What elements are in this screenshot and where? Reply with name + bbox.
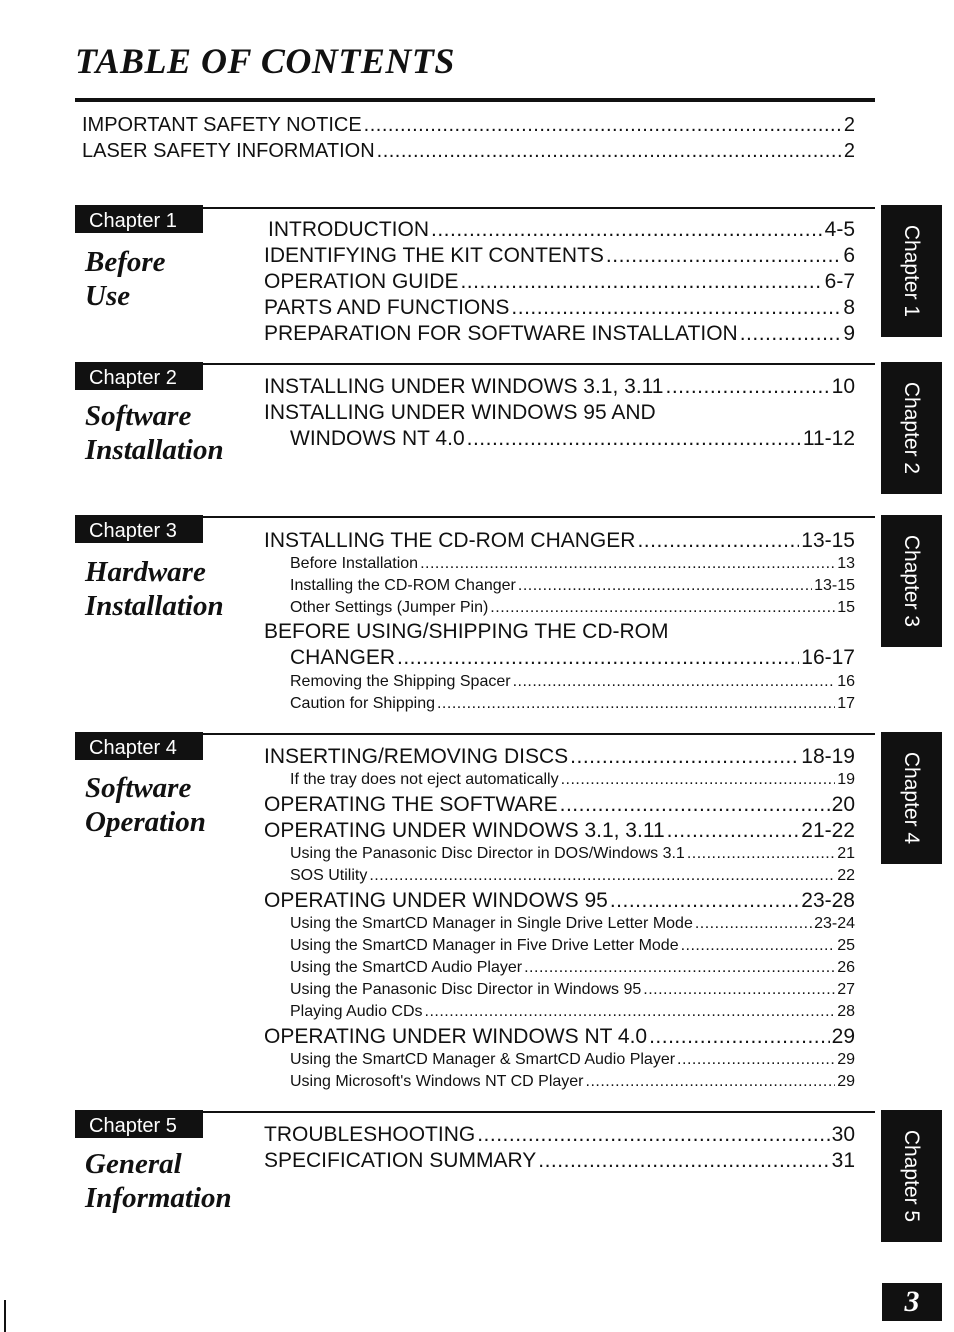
leader-dots [610,889,799,913]
chapter-badge: Chapter 5 [75,1110,203,1138]
chapter-title: General Information [85,1148,232,1214]
toc-entry-page: 2 [843,140,855,162]
leader-dots [570,745,799,769]
leader-dots [677,1051,835,1069]
section-rule [75,207,875,209]
toc-entry-text: Other Settings (Jumper Pin) [290,599,489,616]
toc-entry-page: 6-7 [824,270,855,293]
toc-entry[interactable] [264,745,855,771]
toc-entry[interactable] [290,646,855,672]
toc-entry-text: Using the SmartCD Manager in Single Drive Letter Mode [290,915,693,932]
chapter-title: Hardware Installation [85,556,224,622]
toc-entry-text: Caution for Shipping [290,695,435,712]
leader-dots [524,959,835,977]
toc-entry-text: Playing Audio CDs [290,1003,423,1020]
toc-entry-page: 31 [831,1149,855,1172]
toc-entry-page: 29 [837,1073,855,1090]
margin-mark [4,1300,6,1332]
toc-entry-page: 16-17 [801,646,855,669]
toc-entry[interactable] [290,427,855,453]
chapter-title: Software Installation [85,400,224,466]
leader-dots [649,1025,830,1049]
toc-entry-text: BEFORE USING/SHIPPING THE CD-ROM [264,620,669,643]
toc-entry-page: 9 [843,322,855,345]
chapter-badge: Chapter 2 [75,362,203,390]
toc-subentry[interactable] [290,1051,855,1072]
leader-dots [437,695,835,713]
toc-entry-page: 30 [831,1123,855,1146]
toc-entry-page: 13 [837,555,855,572]
toc-entry-text: IMPORTANT SAFETY NOTICE [82,114,362,136]
page-number: 3 [882,1283,942,1321]
toc-entry-text: Using the Panasonic Disc Director in DOS/Windows 3.1 [290,845,685,862]
leader-dots [606,244,841,268]
page-title: TABLE OF CONTENTS [75,41,455,81]
toc-entry-text: PARTS AND FUNCTIONS [264,296,510,319]
leader-dots [364,114,842,137]
toc-entry-page: 11-12 [802,427,855,450]
toc-entry-text: SOS Utility [290,867,368,884]
toc-subentry[interactable] [290,771,855,792]
leader-dots [695,915,812,933]
leader-dots [425,1003,836,1021]
toc-entry-page: 17 [837,695,855,712]
toc-subentry[interactable] [290,577,855,598]
toc-entry-page: 8 [843,296,855,319]
toc-entry-page: 21-22 [801,819,855,842]
toc-entry-page: 16 [837,673,855,690]
toc-entry-text: Using the SmartCD Audio Player [290,959,523,976]
toc-entry-page: 23-28 [801,889,855,912]
toc-entry-text: OPERATING UNDER WINDOWS 3.1, 3.11 [264,819,665,842]
toc-entry-text: INSERTING/REMOVING DISCS [264,745,569,768]
leader-dots [687,845,835,863]
toc-entry-page: 6 [843,244,855,267]
toc-entry[interactable] [264,322,855,348]
toc-entry-page: 29 [837,1051,855,1068]
chapter-badge: Chapter 1 [75,205,203,233]
leader-dots [681,937,836,955]
toc-entry-text: INSTALLING UNDER WINDOWS 3.1, 3.11 [264,375,664,398]
toc-entry-text: LASER SAFETY INFORMATION [82,140,375,162]
leader-dots [431,218,823,242]
leader-dots [420,555,835,573]
toc-entry-text: OPERATING THE SOFTWARE [264,793,558,816]
toc-entry[interactable] [264,819,855,845]
toc-entry[interactable] [264,270,855,296]
toc-subentry[interactable] [290,695,855,716]
toc-entry[interactable] [264,401,855,427]
toc-entry[interactable] [264,529,855,555]
toc-entry-text: Using Microsoft's Windows NT CD Player [290,1073,584,1090]
section-rule [75,516,875,518]
toc-subentry[interactable] [290,867,855,888]
toc-entry-text: SPECIFICATION SUMMARY [264,1149,537,1172]
toc-entry-text: If the tray does not eject automatically [290,771,559,788]
toc-entry[interactable] [264,620,855,646]
chapter-badge: Chapter 3 [75,515,203,543]
chapter-badge: Chapter 4 [75,732,203,760]
toc-entry-page: 20 [831,793,855,816]
toc-entry-page: 13-15 [801,529,855,552]
toc-entry-text: Before Installation [290,555,419,572]
leader-dots [477,1123,829,1147]
leader-dots [740,322,842,346]
leader-dots [460,270,822,294]
toc-entry-page: 29 [831,1025,855,1048]
title-rule [75,98,875,102]
toc-subentry[interactable] [290,599,855,620]
toc-entry-page: 22 [837,867,855,884]
leader-dots [467,427,801,451]
toc-subentry[interactable] [290,555,855,576]
chapter-tab[interactable]: Chapter 4 [881,732,942,864]
leader-dots [665,375,829,399]
toc-entry-page: 18-19 [801,745,855,768]
toc-subentry[interactable] [290,915,855,936]
toc-subentry[interactable] [290,981,855,1002]
leader-dots [586,1073,836,1091]
toc-entry[interactable] [82,114,855,140]
toc-entry[interactable] [264,1123,855,1149]
toc-entry[interactable] [264,244,855,270]
chapter-title: Software Operation [85,772,206,838]
leader-dots [637,529,799,553]
toc-entry-text: PREPARATION FOR SOFTWARE INSTALLATION [264,322,738,345]
toc-entry-text: IDENTIFYING THE KIT CONTENTS [264,244,604,267]
toc-subentry[interactable] [290,845,855,866]
toc-entry-text: CHANGER [290,646,396,669]
toc-entry-page: 25 [837,937,855,954]
toc-entry-text: INTRODUCTION [268,218,429,241]
toc-entry[interactable] [264,1149,855,1175]
toc-entry-page: 23-24 [814,915,855,932]
toc-subentry[interactable] [290,937,855,958]
toc-entry-text: INSTALLING UNDER WINDOWS 95 AND [264,401,656,424]
toc-entry[interactable] [264,375,855,401]
chapter-title: Before Use [85,246,166,312]
toc-entry[interactable] [264,1025,855,1051]
chapter-tab[interactable]: Chapter 1 [881,205,942,337]
section-rule [75,733,875,735]
toc-entry-page: 19 [837,771,855,788]
toc-entry-page: 4-5 [824,218,855,241]
toc-entry-page: 27 [837,981,855,998]
chapter-tab[interactable]: Chapter 5 [881,1110,942,1242]
toc-entry-text: Using the SmartCD Manager & SmartCD Audio Player [290,1051,676,1068]
leader-dots [490,599,835,617]
toc-entry-text: Using the SmartCD Manager in Five Drive Letter Mode [290,937,679,954]
toc-entry-text: OPERATING UNDER WINDOWS NT 4.0 [264,1025,648,1048]
toc-entry-page: 26 [837,959,855,976]
toc-subentry[interactable] [290,1003,855,1024]
toc-entry-page: 13-15 [814,577,855,594]
leader-dots [513,673,836,691]
chapter-tab[interactable]: Chapter 3 [881,515,942,647]
toc-entry-text: TROUBLESHOOTING [264,1123,476,1146]
toc-entry-text: Removing the Shipping Spacer [290,673,511,690]
toc-entry[interactable] [264,793,855,819]
toc-subentry[interactable] [290,1073,855,1094]
leader-dots [560,793,830,817]
toc-entry-text: Installing the CD-ROM Changer [290,577,516,594]
toc-entry-text: WINDOWS NT 4.0 [290,427,465,450]
chapter-tab[interactable]: Chapter 2 [881,362,942,494]
toc-entry-page: 28 [837,1003,855,1020]
leader-dots [667,819,800,843]
toc-entry-text: OPERATING UNDER WINDOWS 95 [264,889,608,912]
leader-dots [518,577,812,595]
leader-dots [397,646,799,670]
leader-dots [561,771,836,789]
toc-entry-text: INSTALLING THE CD-ROM CHANGER [264,529,636,552]
toc-entry-text: Using the Panasonic Disc Director in Windows 95 [290,981,642,998]
toc-entry[interactable] [268,218,855,244]
toc-entry[interactable] [264,296,855,322]
toc-entry-page: 10 [831,375,855,398]
toc-entry-page: 15 [837,599,855,616]
toc-entry-page: 21 [837,845,855,862]
toc-subentry[interactable] [290,673,855,694]
leader-dots [643,981,835,999]
section-rule [75,1111,875,1113]
toc-entry-text: OPERATION GUIDE [264,270,459,293]
section-rule [75,363,875,365]
leader-dots [538,1149,829,1173]
toc-entry[interactable] [82,140,855,166]
toc-subentry[interactable] [290,959,855,980]
leader-dots [377,140,842,163]
toc-entry-page: 2 [843,114,855,136]
leader-dots [511,296,841,320]
toc-entry[interactable] [264,889,855,915]
leader-dots [369,867,835,885]
